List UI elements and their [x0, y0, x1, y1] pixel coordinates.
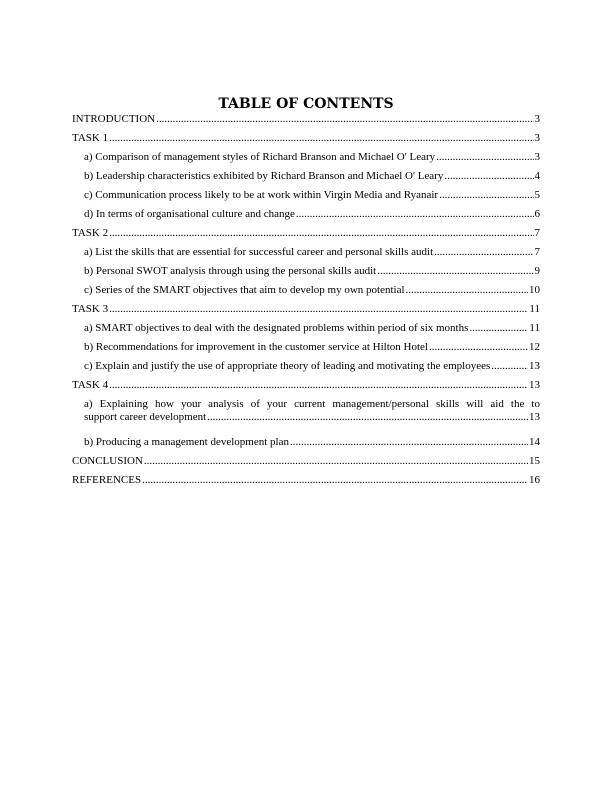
dot-leader — [429, 341, 528, 354]
toc-entry-task-2a[interactable] — [72, 246, 540, 265]
toc-page-number: 9 — [534, 265, 540, 277]
toc-page-number: 10 — [529, 284, 540, 296]
toc-entry-text: b) Producing a management development plan — [84, 436, 289, 448]
toc-entry-task-1b[interactable] — [72, 170, 540, 189]
toc-entry-task-2[interactable] — [72, 227, 540, 246]
toc-entry-task-3b[interactable] — [72, 341, 540, 360]
toc-entry-references[interactable] — [72, 474, 540, 493]
toc-page-number: 12 — [529, 341, 540, 353]
dot-leader — [436, 151, 533, 164]
toc-entry-text: TASK 1 — [72, 132, 109, 144]
toc-entry-introduction[interactable] — [72, 113, 540, 132]
dot-leader — [469, 322, 528, 335]
toc-entry-text-line1: a) Explaining how your analysis of your current management/personal skills will aid the to — [84, 398, 540, 410]
toc-entry-text: c) Communication process likely to be at work within Virgin Media and Ryanair — [84, 189, 439, 201]
toc-title: TABLE OF CONTENTS — [218, 96, 394, 112]
toc-page-number: 11 — [529, 303, 540, 315]
toc-entry-task-1d[interactable] — [72, 208, 540, 227]
dot-leader — [439, 189, 533, 202]
toc-page-number: 13 — [529, 411, 540, 423]
dot-leader — [444, 170, 533, 183]
toc-page-number: 3 — [534, 113, 540, 125]
dot-leader — [406, 284, 528, 297]
dot-leader — [207, 411, 528, 424]
toc-page-number: 13 — [529, 360, 540, 372]
toc-entry-text: INTRODUCTION — [72, 113, 156, 125]
toc-list — [72, 113, 540, 493]
toc-entry-text: REFERENCES — [72, 474, 142, 486]
dot-leader — [290, 436, 528, 449]
toc-page-number: 4 — [534, 170, 540, 182]
toc-entry-text: d) In terms of organisational culture and change — [84, 208, 295, 220]
dot-leader — [491, 360, 528, 373]
toc-page-number: 5 — [534, 189, 540, 201]
dot-leader — [109, 227, 533, 240]
dot-leader — [109, 132, 533, 145]
toc-entry-text-line2: support career development — [84, 411, 207, 423]
toc-page-number: 11 — [529, 322, 540, 334]
toc-entry-line2 — [84, 411, 540, 424]
toc-entry-task-4b[interactable] — [72, 436, 540, 455]
toc-entry-task-2c[interactable] — [72, 284, 540, 303]
toc-entry-text: b) Personal SWOT analysis through using the personal skills audit — [84, 265, 377, 277]
toc-entry-task-4[interactable] — [72, 379, 540, 398]
dot-leader — [109, 303, 528, 316]
dot-leader — [296, 208, 534, 221]
dot-leader — [156, 113, 533, 126]
toc-entry-text: CONCLUSION — [72, 455, 143, 467]
toc-entry-task-3c[interactable] — [72, 360, 540, 379]
toc-entry-text: TASK 2 — [72, 227, 109, 239]
toc-page-number: 3 — [534, 132, 540, 144]
toc-page-number: 15 — [529, 455, 540, 467]
toc-page-number: 14 — [529, 436, 540, 448]
dot-leader — [142, 474, 528, 487]
toc-page-number: 7 — [534, 227, 540, 239]
toc-entry-text: c) Series of the SMART objectives that aim to develop my own potential — [84, 284, 405, 296]
toc-entry-text: TASK 3 — [72, 303, 109, 315]
toc-page-number: 13 — [529, 379, 540, 391]
toc-entry-task-1a[interactable] — [72, 151, 540, 170]
toc-entry-text: c) Explain and justify the use of appropriate theory of leading and motivating the employees — [84, 360, 491, 372]
toc-entry-text: TASK 4 — [72, 379, 109, 391]
toc-entry-conclusion[interactable] — [72, 455, 540, 474]
toc-entry-task-3[interactable] — [72, 303, 540, 322]
toc-entry-task-3a[interactable] — [72, 322, 540, 341]
dot-leader — [109, 379, 528, 392]
toc-page-number: 6 — [534, 208, 540, 220]
toc-entry-task-4a[interactable] — [72, 398, 540, 436]
toc-entry-text: a) Comparison of management styles of Richard Branson and Michael O' Leary — [84, 151, 436, 163]
toc-entry-text: a) SMART objectives to deal with the designated problems within period of six months — [84, 322, 469, 334]
toc-entry-text: b) Leadership characteristics exhibited by Richard Branson and Michael O' Leary — [84, 170, 444, 182]
dot-leader — [144, 455, 528, 468]
dot-leader — [434, 246, 533, 259]
toc-entry-task-1c[interactable] — [72, 189, 540, 208]
toc-entry-text: b) Recommendations for improvement in the customer service at Hilton Hotel — [84, 341, 428, 353]
toc-entry-text: a) List the skills that are essential for successful career and personal skills audit — [84, 246, 434, 258]
toc-page-number: 3 — [534, 151, 540, 163]
toc-page-number: 16 — [529, 474, 540, 486]
toc-entry-task-1[interactable] — [72, 132, 540, 151]
dot-leader — [377, 265, 533, 278]
toc-entry-task-2b[interactable] — [72, 265, 540, 284]
toc-page-number: 7 — [534, 246, 540, 258]
